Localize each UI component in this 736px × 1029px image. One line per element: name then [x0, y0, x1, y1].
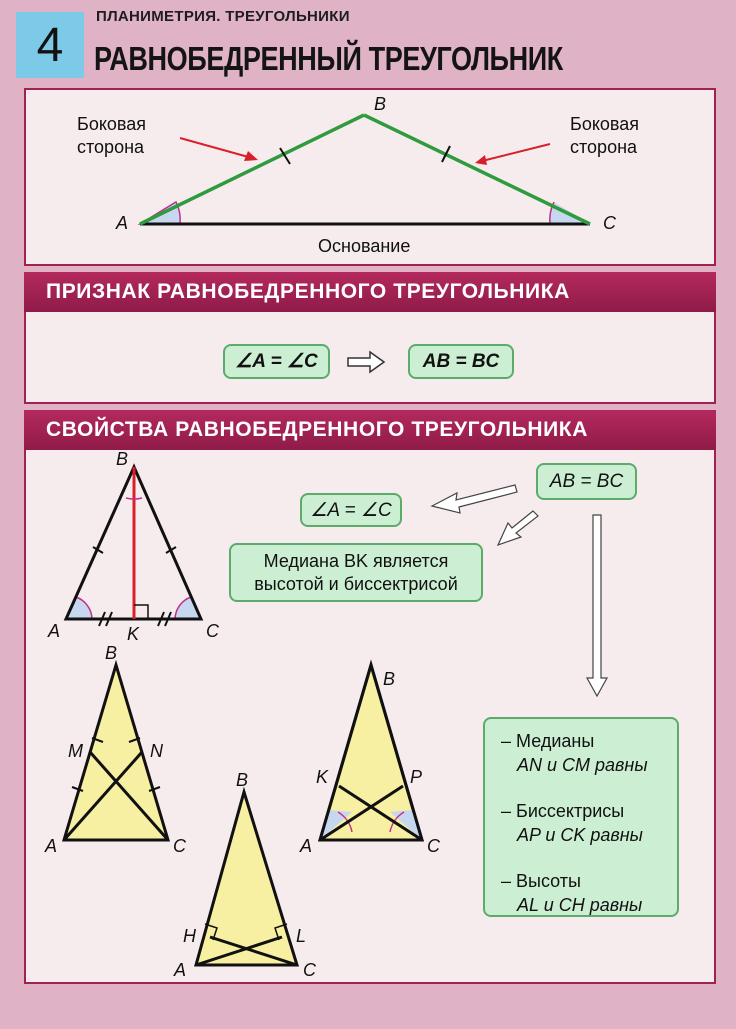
- vertex-a: A: [116, 213, 129, 233]
- subtitle: ПЛАНИМЕТРИЯ. ТРЕУГОЛЬНИКИ: [96, 8, 350, 25]
- section-number: 4: [16, 12, 84, 78]
- t1-vertex-a: A: [48, 621, 61, 641]
- arrow-down-icon: [587, 515, 607, 696]
- equal-segments-box: [483, 717, 679, 917]
- t2-vertex-b: B: [105, 643, 118, 663]
- median-line-1: Медиана BK является: [263, 550, 449, 571]
- triangle-heights: [196, 792, 297, 965]
- t4-vertex-a: A: [174, 960, 187, 980]
- arrow-to-angles-icon: [432, 485, 517, 513]
- t4-vertex-h: H: [183, 926, 196, 946]
- t3-vertex-k: K: [316, 767, 329, 787]
- t3-vertex-c: C: [427, 836, 440, 856]
- t1-vertex-b: B: [116, 449, 129, 469]
- t2-vertex-a: A: [45, 836, 58, 856]
- t3-vertex-a: A: [300, 836, 313, 856]
- angles-equal-box: ∠A = ∠C: [300, 493, 402, 527]
- median-line-2: высотой и биссектрисой: [254, 573, 458, 594]
- page-title: РАВНОБЕДРЕННЫЙ ТРЕУГОЛЬНИК: [94, 40, 563, 77]
- label-lateral-right: Боковая сторона: [570, 114, 640, 157]
- properties-banner: СВОЙСТВА РАВНОБЕДРЕННОГО ТРЕУГОЛЬНИКА: [24, 410, 716, 450]
- t2-vertex-c: C: [173, 836, 186, 856]
- medians-line-1: – Медианы: [501, 731, 595, 751]
- criterion-angles-equal: ∠A = ∠C: [223, 344, 330, 379]
- median-property-box: [229, 543, 483, 602]
- criterion-sides-equal: AB = BC: [408, 344, 514, 379]
- label-lateral-left: Боковая сторона: [77, 114, 147, 157]
- criterion-banner: ПРИЗНАК РАВНОБЕДРЕННОГО ТРЕУГОЛЬНИКА: [24, 272, 716, 312]
- medians-line-2: AN и CM равны: [517, 755, 648, 775]
- bisectors-line-2: AP и CK равны: [517, 825, 643, 845]
- t2-vertex-n: N: [150, 741, 163, 761]
- heights-line-2: AL и CH равны: [517, 895, 643, 915]
- t4-vertex-l: L: [296, 926, 307, 946]
- t3-vertex-p: P: [410, 767, 423, 787]
- t1-vertex-c: C: [206, 621, 219, 641]
- triangle-bisectors: [320, 665, 422, 840]
- vertex-b: B: [374, 94, 387, 114]
- t2-vertex-m: M: [68, 741, 83, 761]
- given-sides-equal: AB = BC: [536, 463, 637, 500]
- arrow-to-median-icon: [498, 511, 538, 545]
- vertex-c: C: [603, 213, 616, 233]
- t4-vertex-c: C: [303, 960, 316, 980]
- triangle-median: [66, 467, 201, 626]
- label-base: Основание: [318, 236, 411, 256]
- t4-vertex-b: B: [236, 770, 249, 790]
- bisectors-line-1: – Биссектрисы: [501, 801, 625, 821]
- t3-vertex-b: B: [383, 669, 396, 689]
- t1-vertex-k: K: [127, 624, 140, 644]
- heights-line-1: – Высоты: [501, 871, 581, 891]
